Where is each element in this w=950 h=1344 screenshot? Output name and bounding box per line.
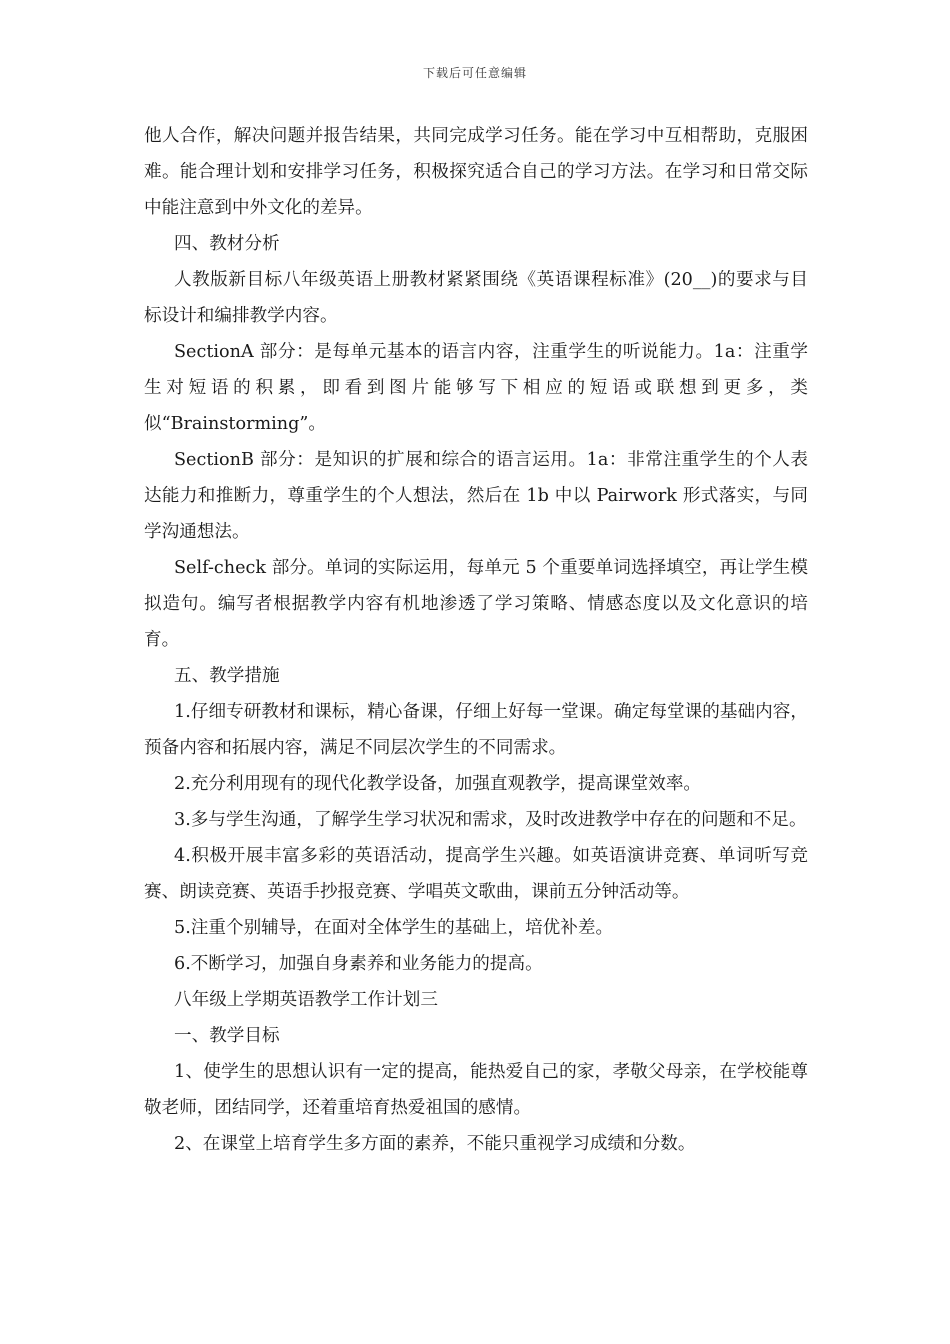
list-item: 3.多与学生沟通，了解学生学习状况和需求，及时改进教学中存在的问题和不足。: [174, 810, 807, 830]
list-item: 2.充分利用现有的现代化教学设备，加强直观教学，提高课堂效率。: [174, 774, 702, 794]
paragraph: 他人合作，解决问题并报告结果，共同完成学习任务。能在学习中互相帮助，克服困难。能合理计划和安排学习任务，积极探究适合自己的学习方法。在学习和日常交际中能注意到中外文化的差异。: [144, 126, 808, 218]
section-heading: 一、教学目标: [174, 1026, 280, 1046]
paragraph: SectionA 部分：是每单元基本的语言内容，注重学生的听说能力。1a：注重学生对短语的积累，即看到图片能够写下相应的短语或联想到更多，类似“Brainstorming”。: [144, 342, 808, 434]
list-item: 5.注重个别辅导，在面对全体学生的基础上，培优补差。: [174, 918, 614, 938]
list-item: 6.不断学习，加强自身素养和业务能力的提高。: [174, 954, 543, 974]
paragraph: Self-check 部分。单词的实际运用，每单元 5 个重要单词选择填空，再让学生模拟造句。编写者根据教学内容有机地渗透了学习策略、情感态度以及文化意识的培育。: [144, 558, 808, 650]
paragraph: 人教版新目标八年级英语上册教材紧紧围绕《英语课程标准》(20__)的要求与目标设计和编排教学内容。: [144, 270, 808, 326]
page-header: 下载后可任意编辑: [422, 66, 527, 80]
list-item: 4.积极开展丰富多彩的英语活动，提高学生兴趣。如英语演讲竞赛、单词听写竞赛、朗读竞赛、英语手抄报竞赛、学唱英文歌曲，课前五分钟活动等。: [144, 846, 808, 902]
document-subtitle: 八年级上学期英语教学工作计划三: [174, 990, 438, 1010]
paragraph: SectionB 部分：是知识的扩展和综合的语言运用。1a：非常注重学生的个人表达能力和推断力，尊重学生的个人想法，然后在 1b 中以 Pairwork 形式落实，与同学沟通想法。: [144, 450, 808, 542]
list-item: 1.仔细专研教材和课标，精心备课，仔细上好每一堂课。确定每堂课的基础内容，预备内容和拓展内容，满足不同层次学生的不同需求。: [144, 702, 808, 758]
section-heading: 四、教材分析: [174, 234, 280, 254]
list-item: 1、使学生的思想认识有一定的提高，能热爱自己的家，孝敬父母亲，在学校能尊敬老师，团结同学，还着重培育热爱祖国的感情。: [144, 1062, 808, 1118]
section-heading: 五、教学措施: [174, 666, 280, 686]
list-item: 2、在课堂上培育学生多方面的素养，不能只重视学习成绩和分数。: [174, 1134, 696, 1154]
document-body: [144, 118, 808, 1162]
